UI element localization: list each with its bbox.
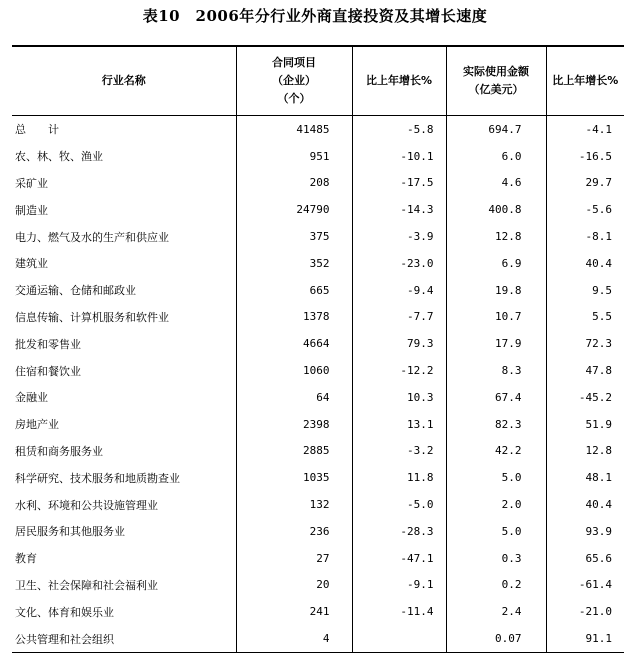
table-row <box>12 250 624 277</box>
cell-actual-growth: 51.9 <box>546 411 624 438</box>
cell-actual-amount: 0.3 <box>446 545 546 572</box>
cell-actual-growth: 12.8 <box>546 438 624 465</box>
cell-industry-name: 公共管理和社会组织 <box>12 625 236 652</box>
cell-industry-name: 交通运输、仓储和邮政业 <box>15 284 136 298</box>
cell-contract-projects: 241 <box>236 598 352 625</box>
cell-contract-projects: 352 <box>236 250 352 277</box>
cell-actual-growth: 9.5 <box>546 277 624 304</box>
cell-actual-amount: 0.2 <box>446 572 546 599</box>
cell-industry-name: 总 计 <box>15 123 59 137</box>
cell-actual-amount: 67.4 <box>446 384 546 411</box>
cell-contract-projects: 64 <box>236 384 352 411</box>
table-row <box>12 143 624 170</box>
cell-actual-amount: 42.2 <box>446 438 546 465</box>
cell-industry-name: 金融业 <box>15 391 48 405</box>
cell-actual-growth: -45.2 <box>546 384 624 411</box>
cell-actual-amount: 10.7 <box>446 304 546 331</box>
cell-actual-amount: 17.9 <box>446 330 546 357</box>
cell-industry-name: 居民服务和其他服务业 <box>15 525 125 539</box>
cell-actual-growth: 5.5 <box>546 304 624 331</box>
cell-industry-name: 房地产业 <box>15 418 59 432</box>
table-row <box>12 330 624 357</box>
cell-contract-projects: 1378 <box>236 304 352 331</box>
table-body <box>12 116 624 653</box>
cell-actual-growth: 91.1 <box>546 625 624 652</box>
cell-contract-projects: 4664 <box>236 330 352 357</box>
cell-actual-growth: 93.9 <box>546 518 624 545</box>
cell-contract-projects: 2398 <box>236 411 352 438</box>
header-actual-line2: （亿美元） <box>468 83 524 96</box>
cell-industry-name: 水利、环境和公共设施管理业 <box>15 498 158 512</box>
table-row <box>12 304 624 331</box>
header-contract-projects <box>236 46 352 116</box>
table-row <box>12 464 624 491</box>
cell-contracts-growth: 13.1 <box>352 411 446 438</box>
cell-actual-growth: 29.7 <box>546 170 624 197</box>
cell-contract-projects: 1035 <box>236 464 352 491</box>
cell-industry-name: 采矿业 <box>15 176 48 190</box>
table-row <box>12 277 624 304</box>
cell-contracts-growth: -47.1 <box>352 545 446 572</box>
cell-industry-name: 信息传输、计算机服务和软件业 <box>15 310 169 324</box>
cell-contracts-growth: -11.4 <box>352 598 446 625</box>
cell-contracts-growth: -12.2 <box>352 357 446 384</box>
table-row <box>12 357 624 384</box>
cell-contract-projects: 132 <box>236 491 352 518</box>
cell-industry-name: 制造业 <box>15 203 48 217</box>
cell-contracts-growth: 79.3 <box>352 330 446 357</box>
cell-contract-projects: 1060 <box>236 357 352 384</box>
cell-actual-amount: 400.8 <box>446 196 546 223</box>
cell-actual-growth: 72.3 <box>546 330 624 357</box>
cell-contracts-growth: -5.8 <box>352 116 446 143</box>
cell-contracts-growth: -5.0 <box>352 491 446 518</box>
cell-contract-projects: 27 <box>236 545 352 572</box>
cell-contract-projects: 951 <box>236 143 352 170</box>
table-row <box>12 223 624 250</box>
cell-actual-amount: 0.07 <box>446 625 546 652</box>
cell-contracts-growth: -9.1 <box>352 572 446 599</box>
cell-actual-amount: 694.7 <box>446 116 546 143</box>
header-contracts-line1: 合同项目 <box>272 56 316 69</box>
table-row <box>12 598 624 625</box>
cell-contract-projects: 20 <box>236 572 352 599</box>
cell-contracts-growth <box>352 625 446 652</box>
cell-contract-projects: 2885 <box>236 438 352 465</box>
cell-contract-projects: 41485 <box>236 116 352 143</box>
table-row <box>12 545 624 572</box>
cell-industry-name: 科学研究、技术服务和地质勘查业 <box>15 471 180 485</box>
cell-actual-amount: 82.3 <box>446 411 546 438</box>
table-row <box>12 572 624 599</box>
cell-actual-growth: 47.8 <box>546 357 624 384</box>
cell-actual-growth: 65.6 <box>546 545 624 572</box>
cell-actual-amount: 4.6 <box>446 170 546 197</box>
cell-actual-growth: 40.4 <box>546 491 624 518</box>
cell-contracts-growth: -9.4 <box>352 277 446 304</box>
table-row <box>12 170 624 197</box>
cell-industry-name: 卫生、社会保障和社会福利业 <box>15 578 158 592</box>
cell-contracts-growth: -23.0 <box>352 250 446 277</box>
cell-contracts-growth: -28.3 <box>352 518 446 545</box>
cell-industry-name: 电力、燃气及水的生产和供应业 <box>15 230 169 244</box>
cell-contract-projects: 375 <box>236 223 352 250</box>
header-contracts-line2: （企业） <box>272 74 316 87</box>
table-row <box>12 411 624 438</box>
cell-actual-growth: -5.6 <box>546 196 624 223</box>
cell-industry-name: 农、林、牧、渔业 <box>15 150 103 164</box>
cell-contract-projects: 4 <box>236 625 352 652</box>
cell-contracts-growth: -14.3 <box>352 196 446 223</box>
header-contracts-line3: （个） <box>277 92 311 105</box>
header-contracts-growth: 比上年增长% <box>352 46 446 116</box>
cell-industry-name: 批发和零售业 <box>15 337 81 351</box>
header-row <box>12 46 624 116</box>
cell-contract-projects: 665 <box>236 277 352 304</box>
cell-actual-amount: 12.8 <box>446 223 546 250</box>
cell-actual-amount: 8.3 <box>446 357 546 384</box>
table-row <box>12 116 624 143</box>
cell-contracts-growth: -3.9 <box>352 223 446 250</box>
cell-industry-name: 教育 <box>15 552 37 566</box>
cell-actual-growth: -16.5 <box>546 143 624 170</box>
cell-contracts-growth: -7.7 <box>352 304 446 331</box>
cell-actual-amount: 2.4 <box>446 598 546 625</box>
cell-industry-name: 住宿和餐饮业 <box>15 364 81 378</box>
table-row <box>12 384 624 411</box>
table-row <box>12 518 624 545</box>
cell-contracts-growth: 10.3 <box>352 384 446 411</box>
cell-actual-amount: 6.0 <box>446 143 546 170</box>
table-row <box>12 625 624 652</box>
header-actual-line1: 实际使用金额 <box>463 65 529 78</box>
cell-actual-growth: -21.0 <box>546 598 624 625</box>
cell-contracts-growth: -3.2 <box>352 438 446 465</box>
cell-actual-growth: 48.1 <box>546 464 624 491</box>
cell-industry-name: 租赁和商务服务业 <box>15 444 103 458</box>
cell-actual-growth: -61.4 <box>546 572 624 599</box>
table-row <box>12 438 624 465</box>
cell-actual-growth: 40.4 <box>546 250 624 277</box>
cell-actual-growth: -4.1 <box>546 116 624 143</box>
fdi-industry-table <box>12 45 624 653</box>
cell-contract-projects: 208 <box>236 170 352 197</box>
cell-actual-growth: -8.1 <box>546 223 624 250</box>
cell-actual-amount: 5.0 <box>446 518 546 545</box>
cell-contracts-growth: -17.5 <box>352 170 446 197</box>
cell-actual-amount: 6.9 <box>446 250 546 277</box>
cell-contracts-growth: -10.1 <box>352 143 446 170</box>
cell-contracts-growth: 11.8 <box>352 464 446 491</box>
cell-industry-name: 文化、体育和娱乐业 <box>15 605 114 619</box>
cell-actual-amount: 19.8 <box>446 277 546 304</box>
cell-contract-projects: 24790 <box>236 196 352 223</box>
header-actual-amount <box>446 46 546 116</box>
cell-contract-projects: 236 <box>236 518 352 545</box>
cell-actual-amount: 5.0 <box>446 464 546 491</box>
cell-industry-name: 建筑业 <box>15 257 48 271</box>
table-row <box>12 196 624 223</box>
header-industry-name: 行业名称 <box>12 46 236 116</box>
table-row <box>12 491 624 518</box>
header-actual-growth: 比上年增长% <box>546 46 624 116</box>
cell-actual-amount: 2.0 <box>446 491 546 518</box>
table-title: 表10 2006年分行业外商直接投资及其增长速度 <box>142 7 488 25</box>
